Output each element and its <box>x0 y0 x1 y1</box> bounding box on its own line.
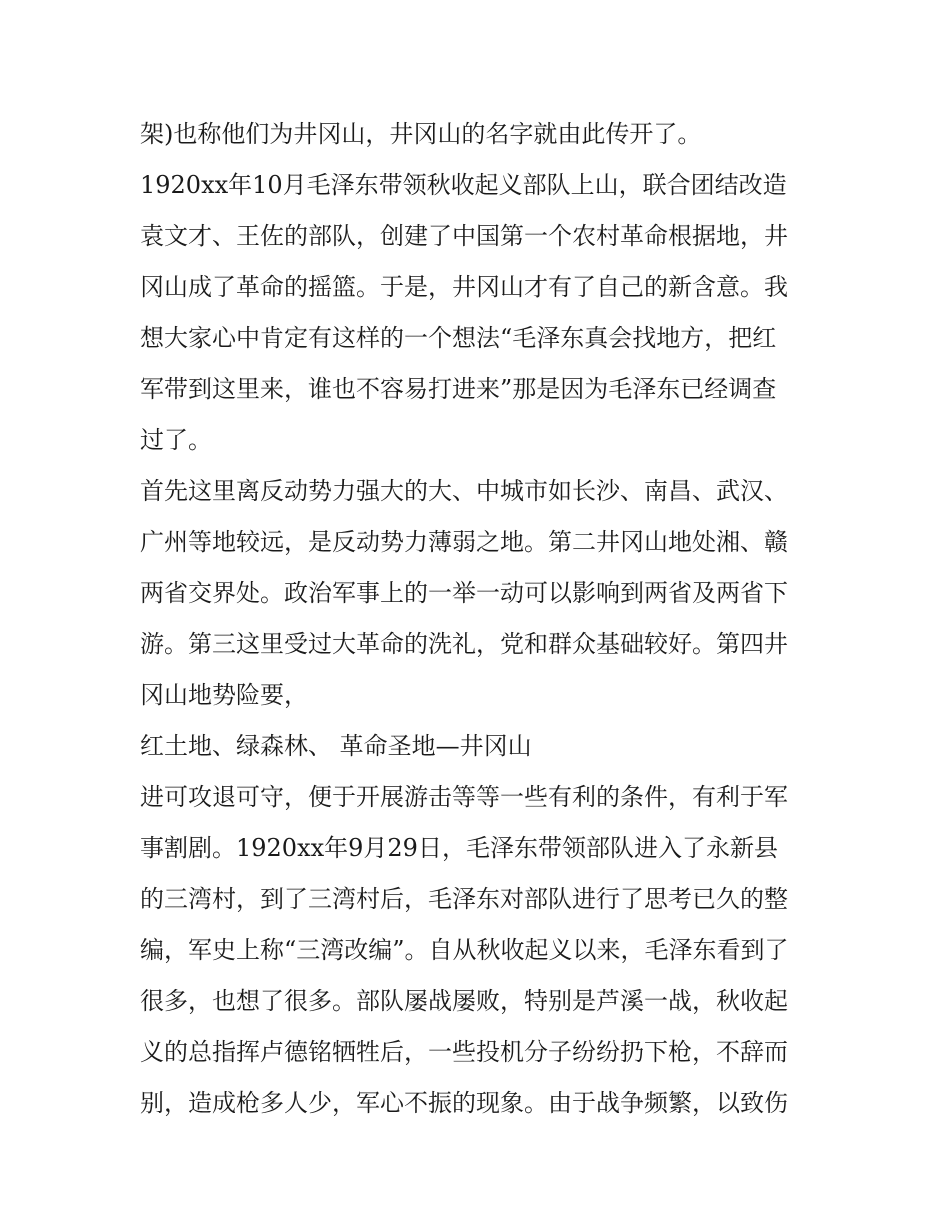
text-line: 游。第三这里受过大革命的洗礼，党和群众基础较好。第四井 <box>140 630 788 658</box>
text-line: 进可攻退可守，便于开展游击等等一些有利的条件，有利于军 <box>140 783 788 811</box>
text-line: 军带到这里来，谁也不容易打进来”那是因为毛泽东已经调查 <box>140 375 777 403</box>
text-line: 事割剧。1920xx年9月29日，毛泽东带领部队进入了永新县 <box>140 834 778 862</box>
text-line: 首先这里离反动势力强大的大、中城市如长沙、南昌、武汉、 <box>140 477 788 505</box>
text-line: 编，军史上称“三湾改编”。自从秋收起义以来，毛泽东看到了 <box>140 936 789 964</box>
section-heading: 红土地、绿森林、 革命圣地—井冈山 <box>140 732 532 760</box>
text-line: 1920xx年10月毛泽东带领秋收起义部队上山，联合团结改造 <box>140 171 787 199</box>
text-line: 别，造成枪多人少，军心不振的现象。由于战争频繁，以致伤 <box>140 1089 788 1117</box>
text-line: 冈山地势险要， <box>140 681 308 709</box>
text-line: 义的总指挥卢德铭牺牲后，一些投机分子纷纷扔下枪，不辞而 <box>140 1038 788 1066</box>
text-line: 广州等地较远，是反动势力薄弱之地。第二井冈山地处湘、赣 <box>140 528 788 556</box>
text-line: 冈山成了革命的摇篮。于是，井冈山才有了自己的新含意。我 <box>140 273 788 301</box>
document-body <box>140 109 820 1129</box>
text-line: 架)也称他们为井冈山，井冈山的名字就由此传开了。 <box>140 120 702 148</box>
text-line: 过了。 <box>140 426 212 454</box>
text-line: 两省交界处。政治军事上的一举一动可以影响到两省及两省下 <box>140 579 788 607</box>
text-line: 袁文才、王佐的部队，创建了中国第一个农村革命根据地，井 <box>140 222 788 250</box>
text-line: 的三湾村，到了三湾村后，毛泽东对部队进行了思考已久的整 <box>140 885 788 913</box>
text-line: 很多，也想了很多。部队屡战屡败，特别是芦溪一战，秋收起 <box>140 987 788 1015</box>
text-line: 想大家心中肯定有这样的一个想法“毛泽东真会找地方，把红 <box>140 324 777 352</box>
